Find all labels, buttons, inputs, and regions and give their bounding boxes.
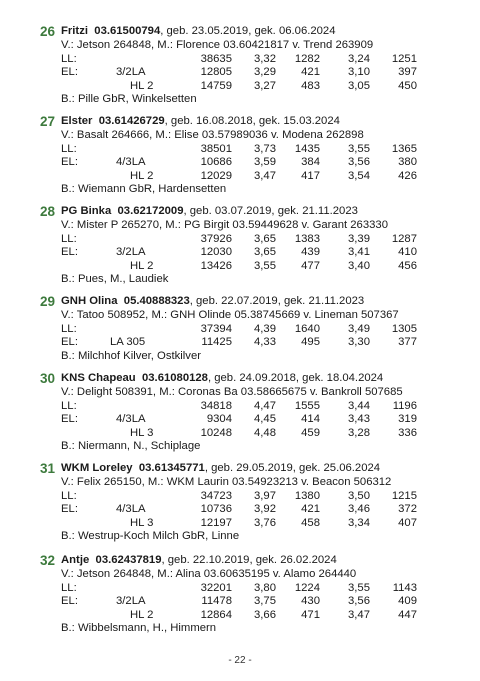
birth-calving-dates: , geb. 24.09.2018, gek. 18.04.2024 <box>207 372 384 384</box>
breeder-line: B.: Niermann, N., Schiplage <box>61 440 201 453</box>
breeder-line: B.: Pille GbR, Winkelsetten <box>61 93 197 106</box>
animal-name: GNH Olina <box>61 295 118 307</box>
breeder-line: B.: Wibbelsmann, H., Himmern <box>61 622 217 635</box>
animal-name: WKM Loreley <box>61 462 133 474</box>
entry-number: 32 <box>40 553 56 568</box>
entry-header <box>40 24 460 39</box>
pedigree-line: V.: Mister P 265270, M.: PG Birgit 03.59449628 v. Garant 263330 <box>61 219 388 231</box>
lactation-row: HL 2 13426 3,55 477 3,40 456 <box>130 259 417 272</box>
breeder-line: B.: Pues, M., Laudiek <box>61 273 169 286</box>
entry-header <box>40 114 460 129</box>
birth-calving-dates: , geb. 29.05.2019, gek. 25.06.2024 <box>204 462 381 474</box>
lifetime-row: LL: 32201 3,80 1224 3,55 1143 <box>61 581 417 594</box>
entry-header <box>40 553 460 568</box>
entry-header <box>40 371 460 386</box>
breeder-line: B.: Westrup-Koch Milch GbR, Linne <box>61 530 240 543</box>
registration-number: 05.40888323 <box>123 295 190 307</box>
animal-name: KNS Chapeau <box>61 372 136 384</box>
registration-number: 03.61080128 <box>141 372 208 384</box>
entry-27 <box>40 114 460 197</box>
breeder-line: B.: Wiemann GbR, Hardensetten <box>61 183 227 196</box>
animal-name: PG Binka <box>61 205 112 217</box>
birth-calving-dates: , geb. 16.08.2018, gek. 15.03.2024 <box>164 115 340 127</box>
entry-31 <box>40 461 460 544</box>
entry-28 <box>40 204 460 287</box>
breeder-line: B.: Milchhof Kilver, Ostkilver <box>61 349 201 362</box>
lactation-row: HL 2 14759 3,27 483 3,05 450 <box>130 79 417 92</box>
lifetime-row: LL: 34723 3,97 1380 3,50 1215 <box>61 489 417 502</box>
registration-number: 03.61345771 <box>138 462 205 474</box>
entry-number: 27 <box>40 114 56 129</box>
lactation-row: HL 3 12197 3,76 458 3,34 407 <box>130 516 417 529</box>
lifetime-row: LL: 37394 4,39 1640 3,49 1305 <box>61 322 417 335</box>
entry-number: 31 <box>40 461 56 476</box>
lifetime-row: LL: 38501 3,73 1435 3,55 1365 <box>61 142 417 155</box>
entry-number: 29 <box>40 294 56 309</box>
birth-calving-dates: , geb. 22.10.2019, gek. 26.02.2024 <box>161 554 337 566</box>
lactation-row: HL 3 10248 4,48 459 3,28 336 <box>130 426 417 439</box>
pedigree-line: V.: Delight 508391, M.: Coronas Ba 03.58665675 v. Bankroll 507685 <box>61 386 403 398</box>
animal-name: Elster <box>61 115 93 127</box>
lactation-row: EL: 4/3LA 10736 3,92 421 3,46 372 <box>61 503 417 516</box>
lactation-row: EL: 4/3LA 10686 3,59 384 3,56 380 <box>61 156 417 169</box>
registration-number: 03.61500794 <box>94 25 161 37</box>
pedigree-line: V.: Felix 265150, M.: WKM Laurin 03.54923213 v. Beacon 506312 <box>61 476 392 488</box>
lactation-row: HL 2 12864 3,66 471 3,47 447 <box>130 608 417 621</box>
entry-header <box>40 294 460 309</box>
lactation-row: EL: 3/2LA 12030 3,65 439 3,41 410 <box>61 246 417 259</box>
lifetime-row: LL: 37926 3,65 1383 3,39 1287 <box>61 232 417 245</box>
lactation-row: EL: 3/2LA 12805 3,29 421 3,10 397 <box>61 66 417 79</box>
entry-number: 28 <box>40 204 56 219</box>
animal-name: Antje <box>61 554 90 566</box>
entry-32 <box>40 553 460 636</box>
entry-number: 26 <box>40 24 56 39</box>
page-number: - 22 - <box>228 655 252 666</box>
lactation-row: HL 2 12029 3,47 417 3,54 426 <box>130 169 417 182</box>
registration-number: 03.62437819 <box>95 554 162 566</box>
pedigree-line: V.: Tatoo 508952, M.: GNH Olinde 05.38745669 v. Lineman 507367 <box>61 309 399 321</box>
lifetime-row: LL: 34818 4,47 1555 3,44 1196 <box>61 399 417 412</box>
entry-26 <box>40 24 460 107</box>
lactation-row: EL: 4/3LA 9304 4,45 414 3,43 319 <box>61 413 417 426</box>
lactation-row: EL: LA 305 11425 4,33 495 3,30 377 <box>61 336 417 349</box>
pedigree-line: V.: Jetson 264848, M.: Alina 03.60635195 v. Alamo 264440 <box>61 568 357 580</box>
lifetime-row: LL: 38635 3,32 1282 3,24 1251 <box>61 52 417 65</box>
birth-calving-dates: , geb. 03.07.2019, gek. 21.11.2023 <box>183 205 358 217</box>
pedigree-line: V.: Jetson 264848, M.: Florence 03.60421817 v. Trend 263909 <box>61 39 374 51</box>
pedigree-line: V.: Basalt 264666, M.: Elise 03.57989036 v. Modena 262898 <box>61 129 364 141</box>
registration-number: 03.62172009 <box>117 205 184 217</box>
entry-header <box>40 204 460 219</box>
entry-30 <box>40 371 460 454</box>
entry-number: 30 <box>40 371 56 386</box>
birth-calving-dates: , geb. 23.05.2019, gek. 06.06.2024 <box>160 25 336 37</box>
animal-name: Fritzi <box>61 25 88 37</box>
entry-header <box>40 461 460 476</box>
registration-number: 03.61426729 <box>98 115 165 127</box>
entry-29 <box>40 294 460 363</box>
birth-calving-dates: , geb. 22.07.2019, gek. 21.11.2023 <box>189 295 365 307</box>
lactation-row: EL: 3/2LA 11478 3,75 430 3,56 409 <box>61 595 417 608</box>
